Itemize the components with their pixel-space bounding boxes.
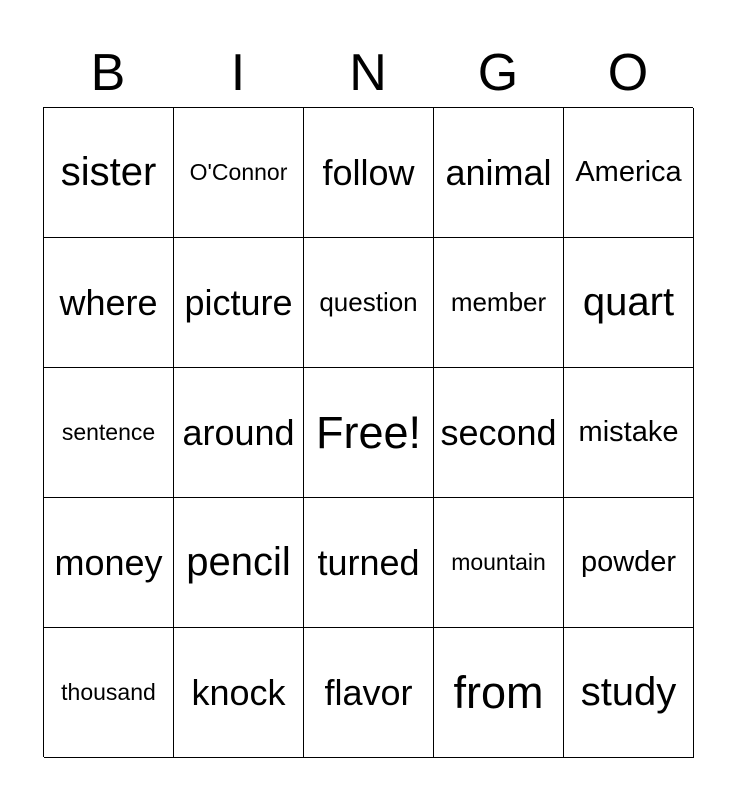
bingo-cell[interactable]: around <box>174 368 304 498</box>
bingo-cell[interactable]: powder <box>564 498 694 628</box>
bingo-cell[interactable]: America <box>564 108 694 238</box>
header-letter-b: B <box>90 44 126 102</box>
bingo-cell[interactable]: member <box>434 238 564 368</box>
bingo-cell[interactable]: where <box>44 238 174 368</box>
bingo-cell[interactable]: from <box>434 628 564 758</box>
header-letter-o: O <box>607 44 649 102</box>
bingo-cell[interactable]: O'Connor <box>174 108 304 238</box>
bingo-cell[interactable]: pencil <box>174 498 304 628</box>
bingo-cell[interactable]: follow <box>304 108 434 238</box>
bingo-cell[interactable]: sentence <box>44 368 174 498</box>
header-letter-n: N <box>349 44 387 102</box>
bingo-cell[interactable]: money <box>44 498 174 628</box>
bingo-cell[interactable]: quart <box>564 238 694 368</box>
bingo-cell[interactable]: picture <box>174 238 304 368</box>
bingo-cell[interactable]: mistake <box>564 368 694 498</box>
bingo-header <box>43 40 693 106</box>
header-letter-g: G <box>477 44 519 102</box>
header-letter-i: I <box>230 44 246 102</box>
bingo-cell[interactable]: second <box>434 368 564 498</box>
bingo-cell[interactable]: mountain <box>434 498 564 628</box>
bingo-grid <box>43 107 693 757</box>
free-space[interactable]: Free! <box>304 368 434 498</box>
bingo-cell[interactable]: study <box>564 628 694 758</box>
bingo-cell[interactable]: animal <box>434 108 564 238</box>
bingo-cell[interactable]: thousand <box>44 628 174 758</box>
bingo-cell[interactable]: flavor <box>304 628 434 758</box>
bingo-cell[interactable]: turned <box>304 498 434 628</box>
bingo-cell[interactable]: sister <box>44 108 174 238</box>
bingo-cell[interactable]: knock <box>174 628 304 758</box>
bingo-cell[interactable]: question <box>304 238 434 368</box>
